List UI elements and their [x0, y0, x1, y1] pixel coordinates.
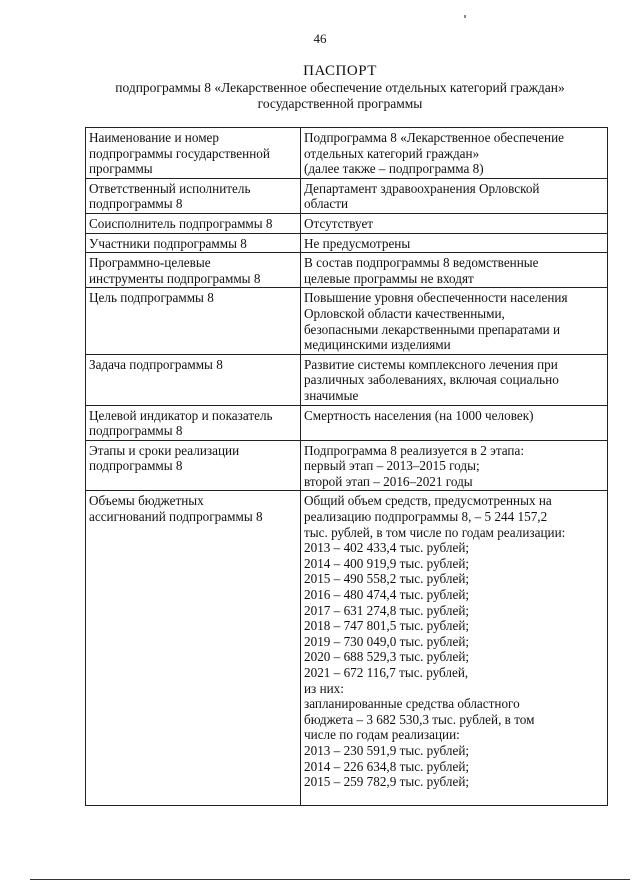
row-label-line: инструменты подпрограммы 8: [89, 270, 261, 286]
row-value-line: значимые: [304, 387, 359, 403]
row-value-line: 2013 – 230 591,9 тыс. рублей;: [304, 742, 470, 758]
row-value-line: 2015 – 259 782,9 тыс. рублей;: [304, 774, 470, 790]
row-value-cell: [301, 128, 608, 179]
row-value-cell: [301, 233, 608, 253]
row-value-line: 2015 – 490 558,2 тыс. рублей;: [304, 571, 470, 587]
row-label-line: Целевой индикатор и показатель: [89, 407, 273, 423]
row-label-cell: [86, 178, 301, 213]
row-value-cell: [301, 288, 608, 354]
passport-row: [86, 128, 608, 179]
bottom-rule: [30, 879, 630, 880]
row-value-line: Общий объем средств, предусмотренных на: [304, 493, 552, 509]
row-label-cell: [86, 253, 301, 288]
row-value-line: запланированные средства областного: [304, 696, 520, 712]
row-value-line: различных заболеваниях, включая социально: [304, 372, 559, 388]
row-value-line: первый этап – 2013–2015 годы;: [304, 458, 480, 474]
row-label-line: программы: [89, 161, 153, 177]
row-label-line: Задача подпрограммы 8: [89, 356, 223, 372]
passport-row: [86, 233, 608, 253]
row-value-line: (далее также – подпрограмма 8): [304, 161, 484, 177]
row-value-line: Подпрограмма 8 «Лекарственное обеспечение: [304, 130, 564, 145]
row-label-line: Объемы бюджетных: [89, 493, 204, 509]
row-value-line: тыс. рублей, в том числе по годам реализации:: [304, 524, 566, 540]
passport-row: [86, 253, 608, 288]
row-value-line: реализацию подпрограммы 8, – 5 244 157,2: [304, 509, 548, 525]
passport-row: [86, 440, 608, 491]
row-value-cell: [301, 491, 608, 805]
row-value-line: Развитие системы комплексного лечения при: [304, 356, 558, 372]
row-value-cell: [301, 440, 608, 491]
row-label-line: Соисполнитель подпрограммы 8: [89, 215, 273, 231]
passport-row: [86, 213, 608, 233]
page-number: 46: [313, 31, 327, 46]
row-value-line: Не предусмотрены: [304, 235, 411, 251]
row-label-line: Участники подпрограммы 8: [89, 235, 247, 251]
row-label-cell: [86, 233, 301, 253]
row-label-line: подпрограммы 8: [89, 423, 183, 439]
row-value-line: 2018 – 747 801,5 тыс. рублей;: [304, 618, 470, 634]
doc-subtitle-line: подпрограммы 8 «Лекарственное обеспечение отдельных категорий граждан»: [115, 80, 565, 95]
row-value-line: бюджета – 3 682 530,3 тыс. рублей, в том: [304, 711, 535, 727]
row-label-line: подпрограммы государственной: [89, 145, 270, 161]
row-value-line: отдельных категорий граждан»: [304, 145, 480, 161]
row-value-line: Отсутствует: [304, 215, 374, 231]
row-label-line: Наименование и номер: [89, 130, 220, 145]
row-value-line: 2014 – 226 634,8 тыс. рублей;: [304, 758, 470, 774]
row-value-line: 2016 – 480 474,4 тыс. рублей;: [304, 587, 470, 603]
row-value-cell: [301, 354, 608, 405]
row-value-line: Смертность населения (на 1000 человек): [304, 407, 534, 423]
scan-speck: [464, 15, 466, 18]
row-label-cell: [86, 491, 301, 805]
row-value-line: В состав подпрограммы 8 ведомственные: [304, 255, 539, 271]
row-value-line: Повышение уровня обеспеченности населения: [304, 290, 568, 306]
passport-row: [86, 405, 608, 440]
row-value-line: числе по годам реализации:: [304, 727, 460, 743]
row-value-line: 2017 – 631 274,8 тыс. рублей;: [304, 602, 470, 618]
doc-subtitle-line: государственной программы: [257, 96, 423, 111]
row-label-cell: [86, 440, 301, 491]
passport-table: [85, 127, 608, 806]
row-value-line: 2021 – 672 116,7 тыс. рублей,: [304, 665, 469, 680]
row-label-line: Программно-целевые: [89, 255, 211, 271]
row-value-line: Департамент здравоохранения Орловской: [304, 180, 540, 196]
row-value-line: из них:: [304, 680, 344, 696]
title-block: [60, 62, 620, 112]
row-label-cell: [86, 354, 301, 405]
row-label-line: подпрограммы 8: [89, 196, 183, 212]
row-label-line: Цель подпрограммы 8: [89, 290, 214, 306]
row-value-cell: [301, 405, 608, 440]
row-value-cell: [301, 253, 608, 288]
row-value-line: безопасными лекарственными препаратами и: [304, 321, 561, 337]
row-value-line: 2013 – 402 433,4 тыс. рублей;: [304, 540, 470, 556]
row-value-line: 2019 – 730 049,0 тыс. рублей;: [304, 633, 470, 649]
row-label-cell: [86, 288, 301, 354]
passport-row: [86, 491, 608, 805]
row-value-line: Подпрограмма 8 реализуется в 2 этапа:: [304, 442, 525, 458]
row-label-line: Этапы и сроки реализации: [89, 442, 240, 458]
row-label-cell: [86, 405, 301, 440]
row-label-cell: [86, 213, 301, 233]
row-value-line: медицинскими изделиями: [304, 337, 451, 353]
row-value-line: второй этап – 2016–2021 годы: [304, 473, 473, 489]
row-label-line: подпрограммы 8: [89, 458, 183, 474]
row-value-line: 2014 – 400 919,9 тыс. рублей;: [304, 555, 470, 571]
row-value-cell: [301, 213, 608, 233]
row-label-cell: [86, 128, 301, 179]
passport-row: [86, 178, 608, 213]
cell-bottom-space: [304, 790, 604, 804]
row-value-line: целевые программы не входят: [304, 270, 474, 286]
row-value-line: области: [304, 196, 349, 212]
row-label-line: Ответственный исполнитель: [89, 180, 251, 196]
row-label-line: ассигнований подпрограммы 8: [89, 509, 263, 525]
row-value-line: 2020 – 688 529,3 тыс. рублей;: [304, 649, 470, 665]
doc-title: ПАСПОРТ: [303, 63, 377, 79]
row-value-line: Орловской области качественными,: [304, 305, 505, 321]
row-value-cell: [301, 178, 608, 213]
passport-row: [86, 288, 608, 354]
passport-row: [86, 354, 608, 405]
